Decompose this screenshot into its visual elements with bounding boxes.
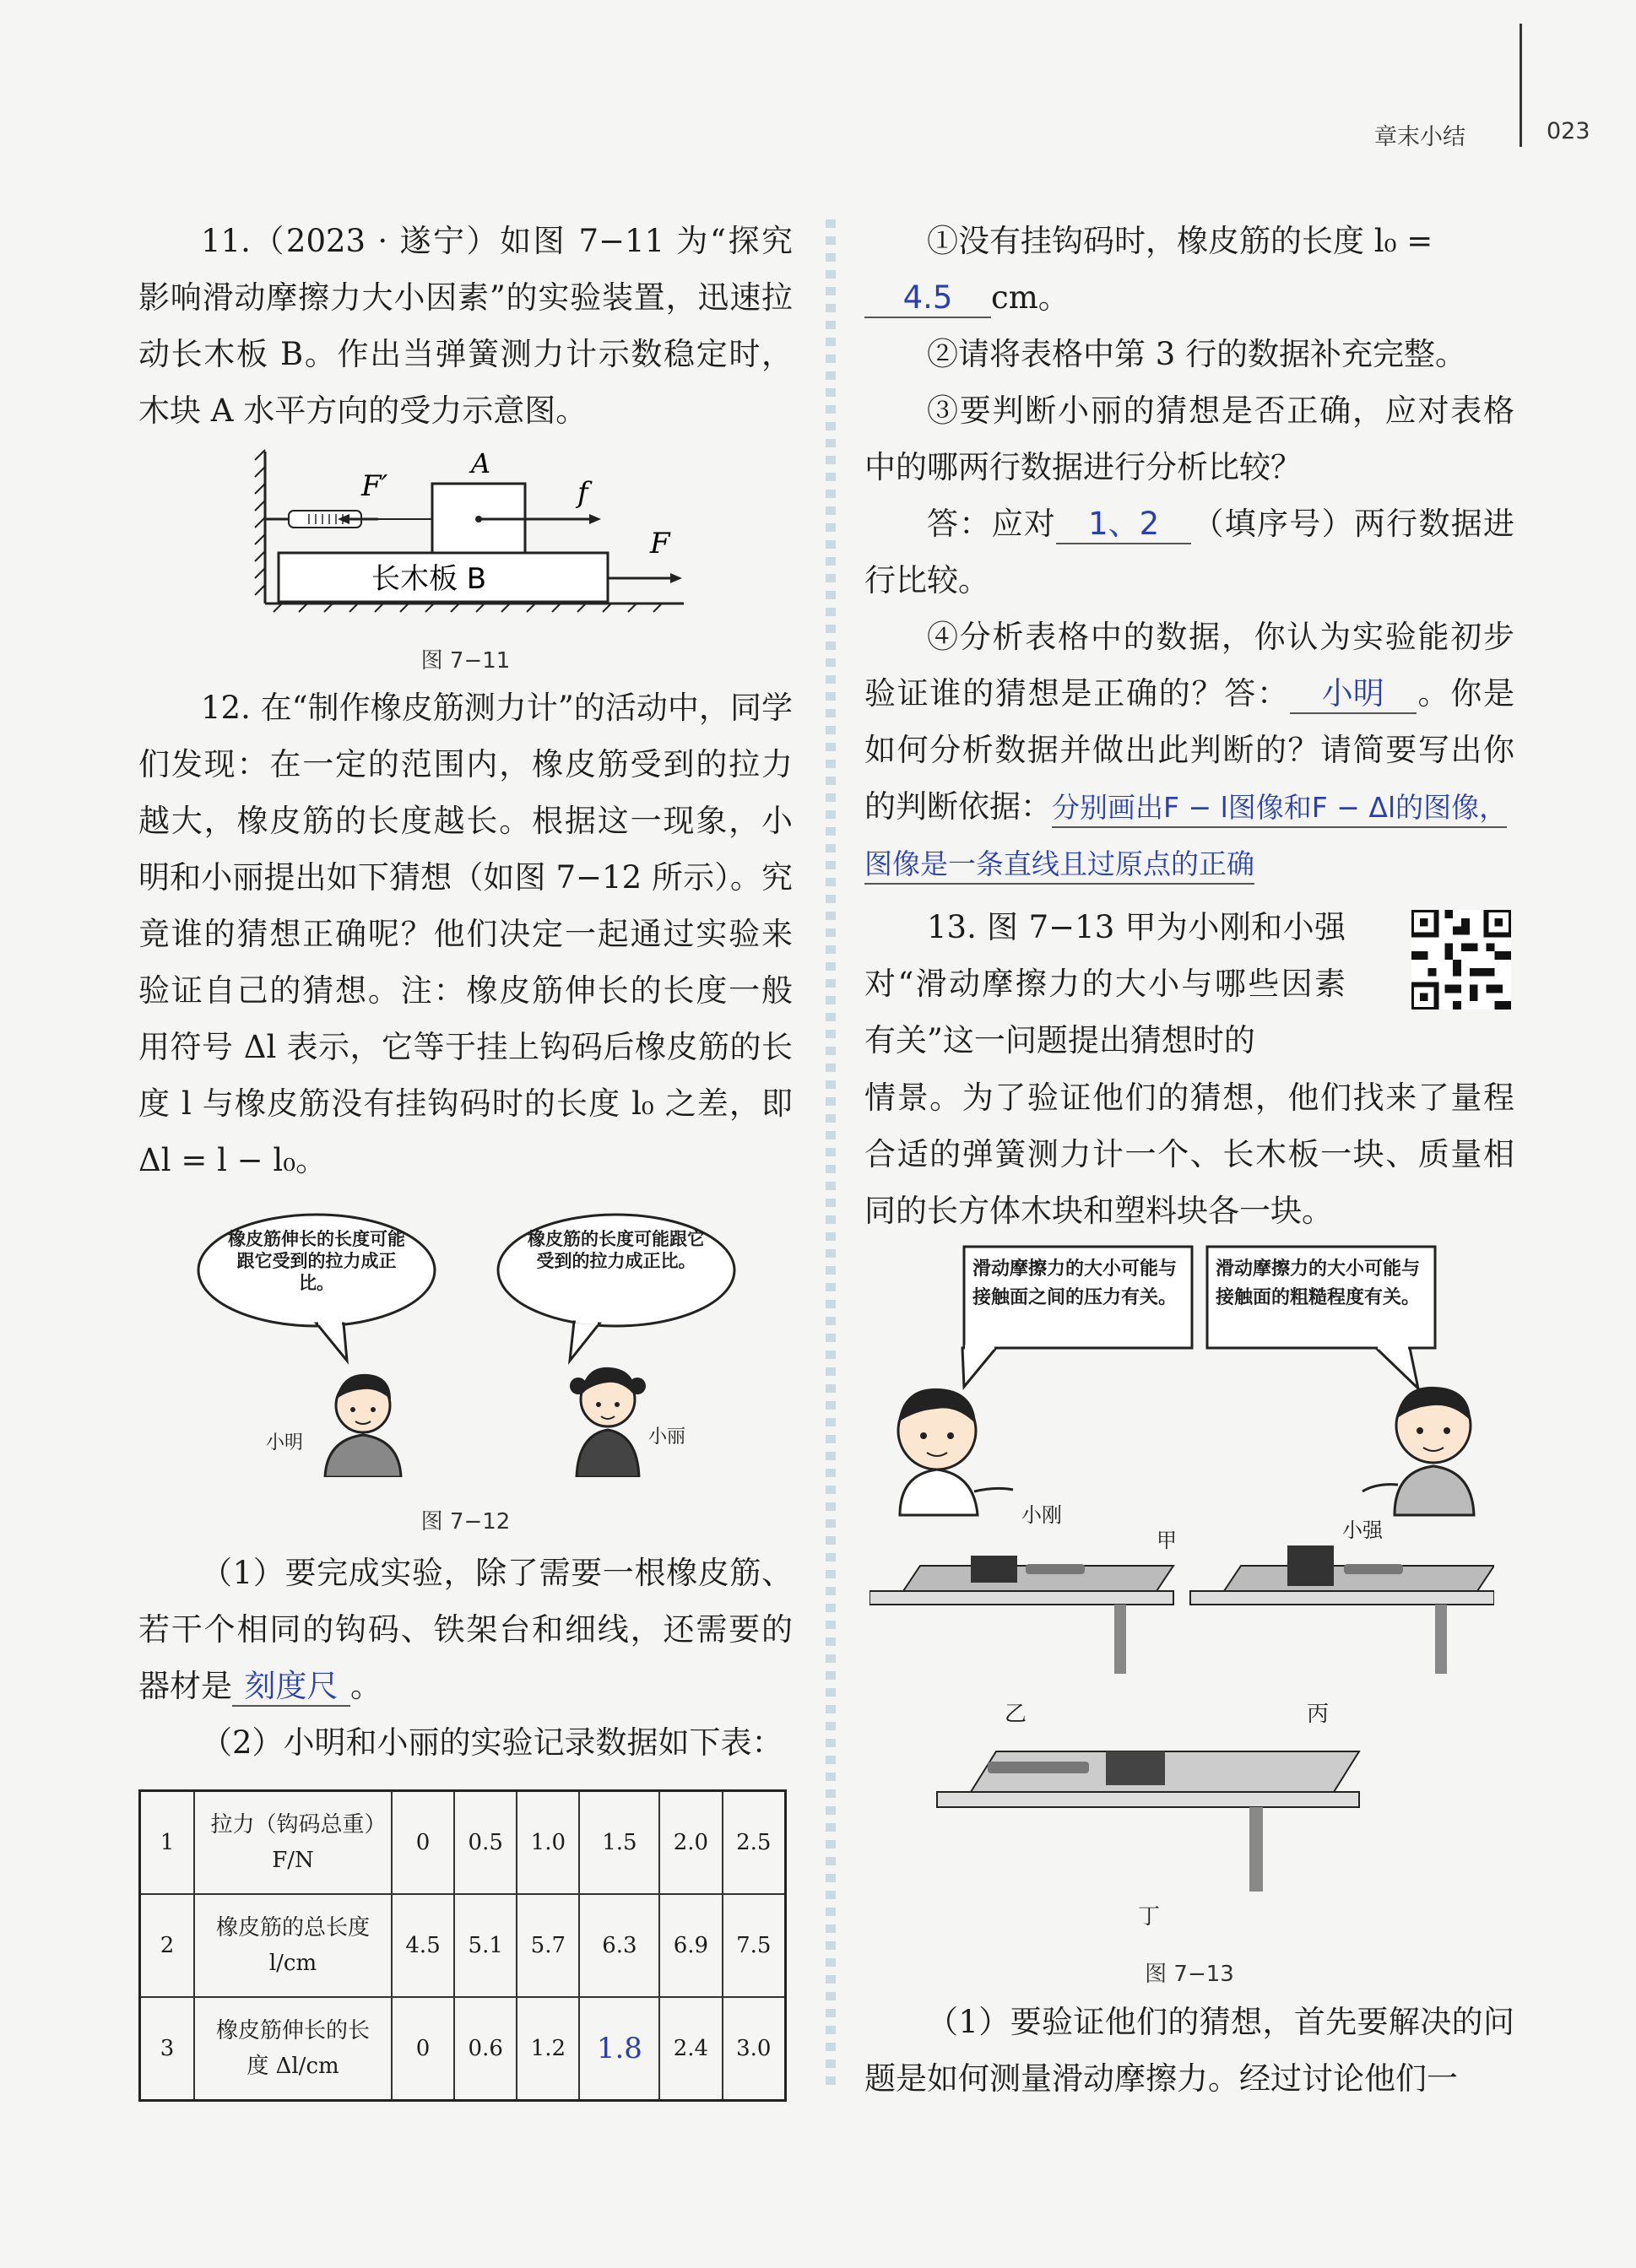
q12-part1: （1）要完成实验，除了需要一根橡皮筋、若干个相同的钩码、铁架台和细线，还需要的器材是 刻度尺 。 （2）小明和小丽的实验记录数据如下表： xyxy=(138,1555,793,1761)
page-number: 023 xyxy=(1547,118,1590,144)
name-qiang: 小强 xyxy=(1342,1518,1383,1542)
bubble-qiang-text: 滑动摩擦力的大小可能与接触面的粗糙程度有关。 xyxy=(1216,1258,1421,1308)
name-gang: 小刚 xyxy=(1021,1503,1062,1527)
answer-l0: 4.5 xyxy=(864,279,991,318)
qr-code[interactable] xyxy=(1411,910,1511,1013)
label-a: A xyxy=(471,447,491,479)
table-row: 2 橡皮筋的总长度 l/cm 4.5 5.1 5.7 6.3 6.9 7.5 xyxy=(140,1894,786,1997)
header-divider xyxy=(1520,24,1522,147)
figure-7-13 xyxy=(869,1245,1494,1929)
q12-intro: 12. 在“制作橡皮筋测力计”的活动中，同学们发现：在一定的范围内，橡皮筋受到的拉力越大，橡皮筋的长度越长。根据这一现象，小明和小丽提出如下猜想（如图 7−12 所示）。究竟谁的猜想正确呢？他们决定一起通过实验来验证自己的猜想。注：橡皮筋伸长的长度一般用符号 Δl 表示，它等于挂上钩码后橡皮筋的长度 l 与橡皮筋没有挂钩码时的长度 l₀ 之差，即 Δl = l − l₀。 xyxy=(138,690,793,1178)
section-title: 章末小结 xyxy=(1374,124,1465,150)
bubble-li-text: 橡皮筋的长度可能跟它受到的拉力成正比。 xyxy=(528,1229,705,1271)
answer-instrument: 刻度尺 xyxy=(232,1668,350,1707)
bubble-ming-text: 橡皮筋伸长的长度可能跟它受到的拉力成正比。 xyxy=(228,1229,405,1293)
data-table xyxy=(138,1789,787,2102)
table-row: 1 拉力（钩码总重）F/N 0 0.5 1.0 1.5 2.0 2.5 xyxy=(140,1791,786,1895)
caption-7-12: 图 7−12 xyxy=(420,1509,511,1535)
answer-cell-1-8: 1.8 xyxy=(579,1997,659,2101)
label-board: 长木板 B xyxy=(371,562,487,596)
bubble-gang-text: 滑动摩擦力的大小可能与接触面之间的压力有关。 xyxy=(972,1258,1178,1308)
q11-text: 11.（2023 · 遂宁）如图 7−11 为“探究影响滑动摩擦力大小因素”的实验装置，迅速拉动长木板 B。作出当弹簧测力计示数稳定时，木块 A 水平方向的受力示意图。 xyxy=(138,223,793,429)
label-f-prime: F′ xyxy=(361,469,388,503)
caption-7-13: 图 7−13 xyxy=(1145,1962,1234,1987)
label-bing: 丙 xyxy=(1307,1702,1330,1727)
label-yi: 乙 xyxy=(1005,1702,1027,1727)
q12-subquestions: ①没有挂钩码时，橡皮筋的长度 l₀ = 4.5 cm。 ②请将表格中第 3 行的数据补充完整。 ③要判断小丽的猜想是否正确，应对表格中的哪两行数据进行分析比较？ 答：应对 1、2 （填序号）两行数据进行比较。 ④分析表格中的数据，你认为实验能初步验证谁的猜想是正确的？答： 小明 。你是如何分析数据并做出此判断的？请简要写出你的判断依据：分别画出F − l图像和F − Δl的图像， 图像是一条直线且过原点的正确 xyxy=(864,213,1514,891)
figure-7-11 xyxy=(253,443,692,620)
caption-7-11: 图 7−11 xyxy=(420,648,511,674)
q13-text-1: 13. 图 7−13 甲为小刚和小强对“滑动摩擦力的大小与哪些因素有关”这一问题提出猜想时的 xyxy=(864,909,1346,1058)
q13-text-2: 情景。为了验证他们的猜想，他们找来了量程合适的弹簧测力计一个、长木板一块、质量相同的长方体木块和塑料块各一块。 xyxy=(864,1080,1514,1229)
q13-part1: （1）要验证他们的猜想，首先要解决的问题是如何测量滑动摩擦力。经过讨论他们一 xyxy=(864,2004,1514,2097)
figure-7-12 xyxy=(190,1207,747,1477)
table-row: 3 橡皮筋伸长的长度 Δl/cm 0 0.6 1.2 1.8 2.4 3.0 xyxy=(140,1997,786,2101)
label-ding: 丁 xyxy=(1138,1904,1161,1930)
name-li: 小丽 xyxy=(648,1426,686,1448)
label-F: F xyxy=(650,527,670,560)
answer-rows: 1、2 xyxy=(1056,506,1191,544)
answer-who: 小明 xyxy=(1290,675,1417,714)
label-jia: 甲 xyxy=(1157,1529,1177,1552)
answer-reason-1: 分别画出F − l图像和F − Δl的图像， xyxy=(1052,789,1507,828)
column-divider xyxy=(826,219,836,2093)
name-ming: 小明 xyxy=(266,1432,304,1453)
label-f: f xyxy=(577,476,588,510)
answer-reason-2: 图像是一条直线且过原点的正确 xyxy=(864,846,1254,885)
